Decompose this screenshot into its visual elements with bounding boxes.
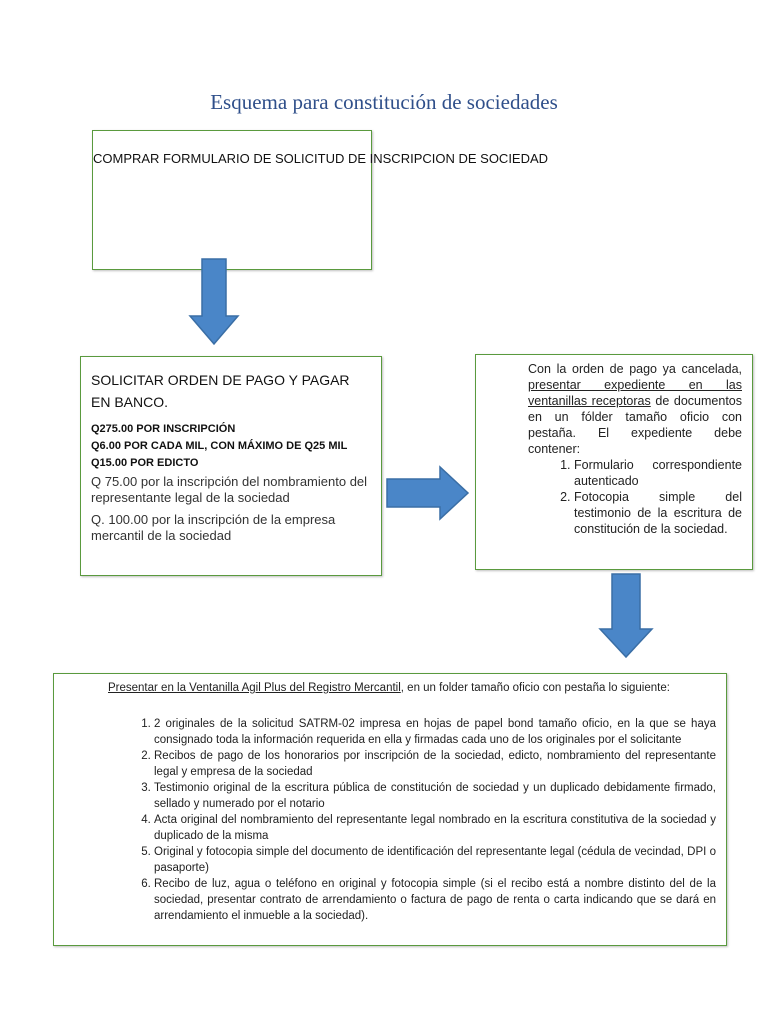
list-item: 2. Fotocopia simple del testimonio de la escritura de constitución de la sociedad. <box>574 489 742 537</box>
step2-box <box>80 356 382 576</box>
list-item: 1. 2 originales de la solicitud SATRM-02 impresa en hojas de papel bond tamaño oficio, en la que se haya consignado toda la información requerida en ella y firmadas cada uno de los originales por el solicitante <box>154 716 716 748</box>
list-item: 6. Recibo de luz, agua o teléfono en original y fotocopia simple (si el recibo está a nombre distinto del de la sociedad, presentar contrato de arrendamiento o factura de pago de renta o carta indicando que se dará en arrendamiento el inmueble a la sociedad). <box>154 876 716 924</box>
step3-list <box>528 457 742 537</box>
list-item: 1. Formulario correspondiente autenticado <box>574 457 742 489</box>
step2-fee-bold: Q6.00 POR CADA MIL, CON MÁXIMO DE Q25 MIL <box>91 440 348 452</box>
step2-fee-plain: Q 75.00 por la inscripción del nombramiento del representante legal de la sociedad <box>91 474 368 505</box>
arrow-right-icon <box>386 465 470 521</box>
step4-intro-underline: Presentar en la Ventanilla Agil Plus del Registro Mercantil <box>108 682 401 694</box>
step2-fee-bold: Q275.00 POR INSCRIPCIÓN <box>91 423 236 435</box>
step4-box <box>53 673 727 946</box>
step2-fee-plain: Q. 100.00 por la inscripción de la empresa mercantil de la sociedad <box>91 512 336 543</box>
list-item: 2. Recibos de pago de los honorarios por inscripción de la sociedad, edicto, nombramiento del representante legal y empresa de la sociedad <box>154 748 716 780</box>
step3-intro <box>528 361 742 457</box>
list-item: 4. Acta original del nombramiento del representante legal nombrado en la escritura constitutiva de la sociedad y duplicado de la misma <box>154 812 716 844</box>
list-item: 5. Original y fotocopia simple del documento de identificación del representante legal (cédula de vecindad, DPI o pasaporte) <box>154 844 716 876</box>
step3-intro-start: Con la orden de pago ya cancelada, <box>528 362 742 376</box>
arrow-down-icon <box>598 573 654 659</box>
step4-intro <box>108 680 716 696</box>
page-title: Esquema para constitución de sociedades <box>210 90 558 114</box>
step1-box <box>92 130 549 270</box>
step4-intro-rest: , en un folder tamaño oficio con pestaña lo siguiente: <box>400 682 670 694</box>
step2-heading: SOLICITAR ORDEN DE PAGO Y PAGAR EN BANCO. <box>91 372 350 410</box>
step1-text: COMPRAR FORMULARIO DE SOLICITUD DE INSCRIPCION DE SOCIEDAD <box>93 151 549 166</box>
step3-box <box>475 354 753 570</box>
arrow-down-icon <box>188 258 240 346</box>
step2-fee-bold: Q15.00 POR EDICTO <box>91 457 199 469</box>
list-item: 3. Testimonio original de la escritura pública de constitución de sociedad y un duplicado debidamente firmado, sellado y numerado por el notario <box>154 780 716 812</box>
step3-intro-underline: presentar expediente en las ventanillas receptoras <box>528 378 742 408</box>
step4-list <box>64 716 716 924</box>
step3-intro-end: de documentos en un fólder tamaño oficio con pestaña. El expediente debe contener: <box>528 394 742 456</box>
